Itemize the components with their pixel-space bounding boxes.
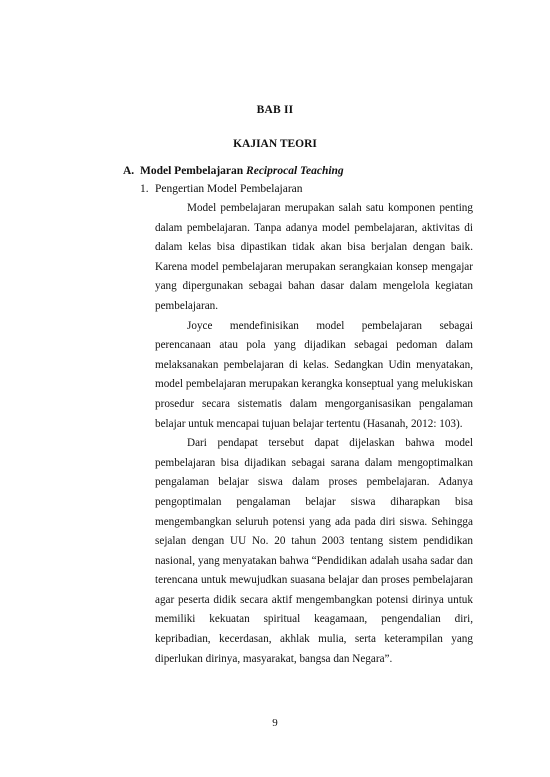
- chapter-title: KAJIAN TEORI: [233, 138, 317, 150]
- section-marker: A.: [123, 165, 135, 177]
- section-heading: [123, 165, 344, 177]
- section-title-italic: Reciprocal Teaching: [246, 165, 344, 177]
- chapter-heading: BAB II: [256, 104, 294, 116]
- paragraph: Model pembelajaran merupakan salah satu komponen penting dalam pembelajaran. Tanpa adanya model pembelajaran, aktivitas di dalam kelas bisa dipastikan tidak akan bisa berjalan dengan baik. Karena model pembelajaran merupakan serangkaian konsep mengajar yang dipergunakan sebagai bahan dasar dalam mengelola kegiatan pembelajaran.: [155, 202, 473, 312]
- page-number: 9: [272, 717, 278, 729]
- subsection-heading: [140, 183, 303, 195]
- paragraph: Dari pendapat tersebut dapat dijelaskan bahwa model pembelajaran bisa dijadikan sebagai sarana dalam mengoptimalkan pengalaman belajar siswa dalam proses pembelajaran. Adanya pengoptimalan pengalaman belajar siswa diharapkan bisa mengembangkan seluruh potensi yang ada pada diri siswa. Sehingga sejalan dengan UU No. 20 tahun 2003 tentang sistem pendidikan nasional, yang menyatakan bahwa “Pendidikan adalah usaha sadar dan terencana untuk mewujudkan suasana belajar dan proses pembelajaran agar peserta didik secara aktif mengembangkan potensi dirinya untuk memiliki kekuatan spiritual keagamaan, pengendalian diri, kepribadian, kecerdasan, akhlak mulia, serta keterampilan yang diperlukan dirinya, masyarakat, bangsa dan Negara”.: [155, 437, 473, 665]
- section-title-plain: Model Pembelajaran: [140, 165, 247, 177]
- body-text: [155, 199, 473, 669]
- paragraph: Joyce mendefinisikan model pembelajaran sebagai perencanaan atau pola yang dijadikan sebagai pedoman dalam melaksanakan pembelajaran di kelas. Sedangkan Udin menyatakan, model pembelajaran merupakan kerangka konseptual yang melukiskan prosedur secara sistematis dalam mengorganisasikan pengalaman belajar untuk mencapai tujuan belajar tertentu (Hasanah, 2012: 103).: [155, 319, 473, 430]
- subsection-title: Pengertian Model Pembelajaran: [155, 183, 303, 195]
- subsection-marker: 1.: [140, 183, 149, 195]
